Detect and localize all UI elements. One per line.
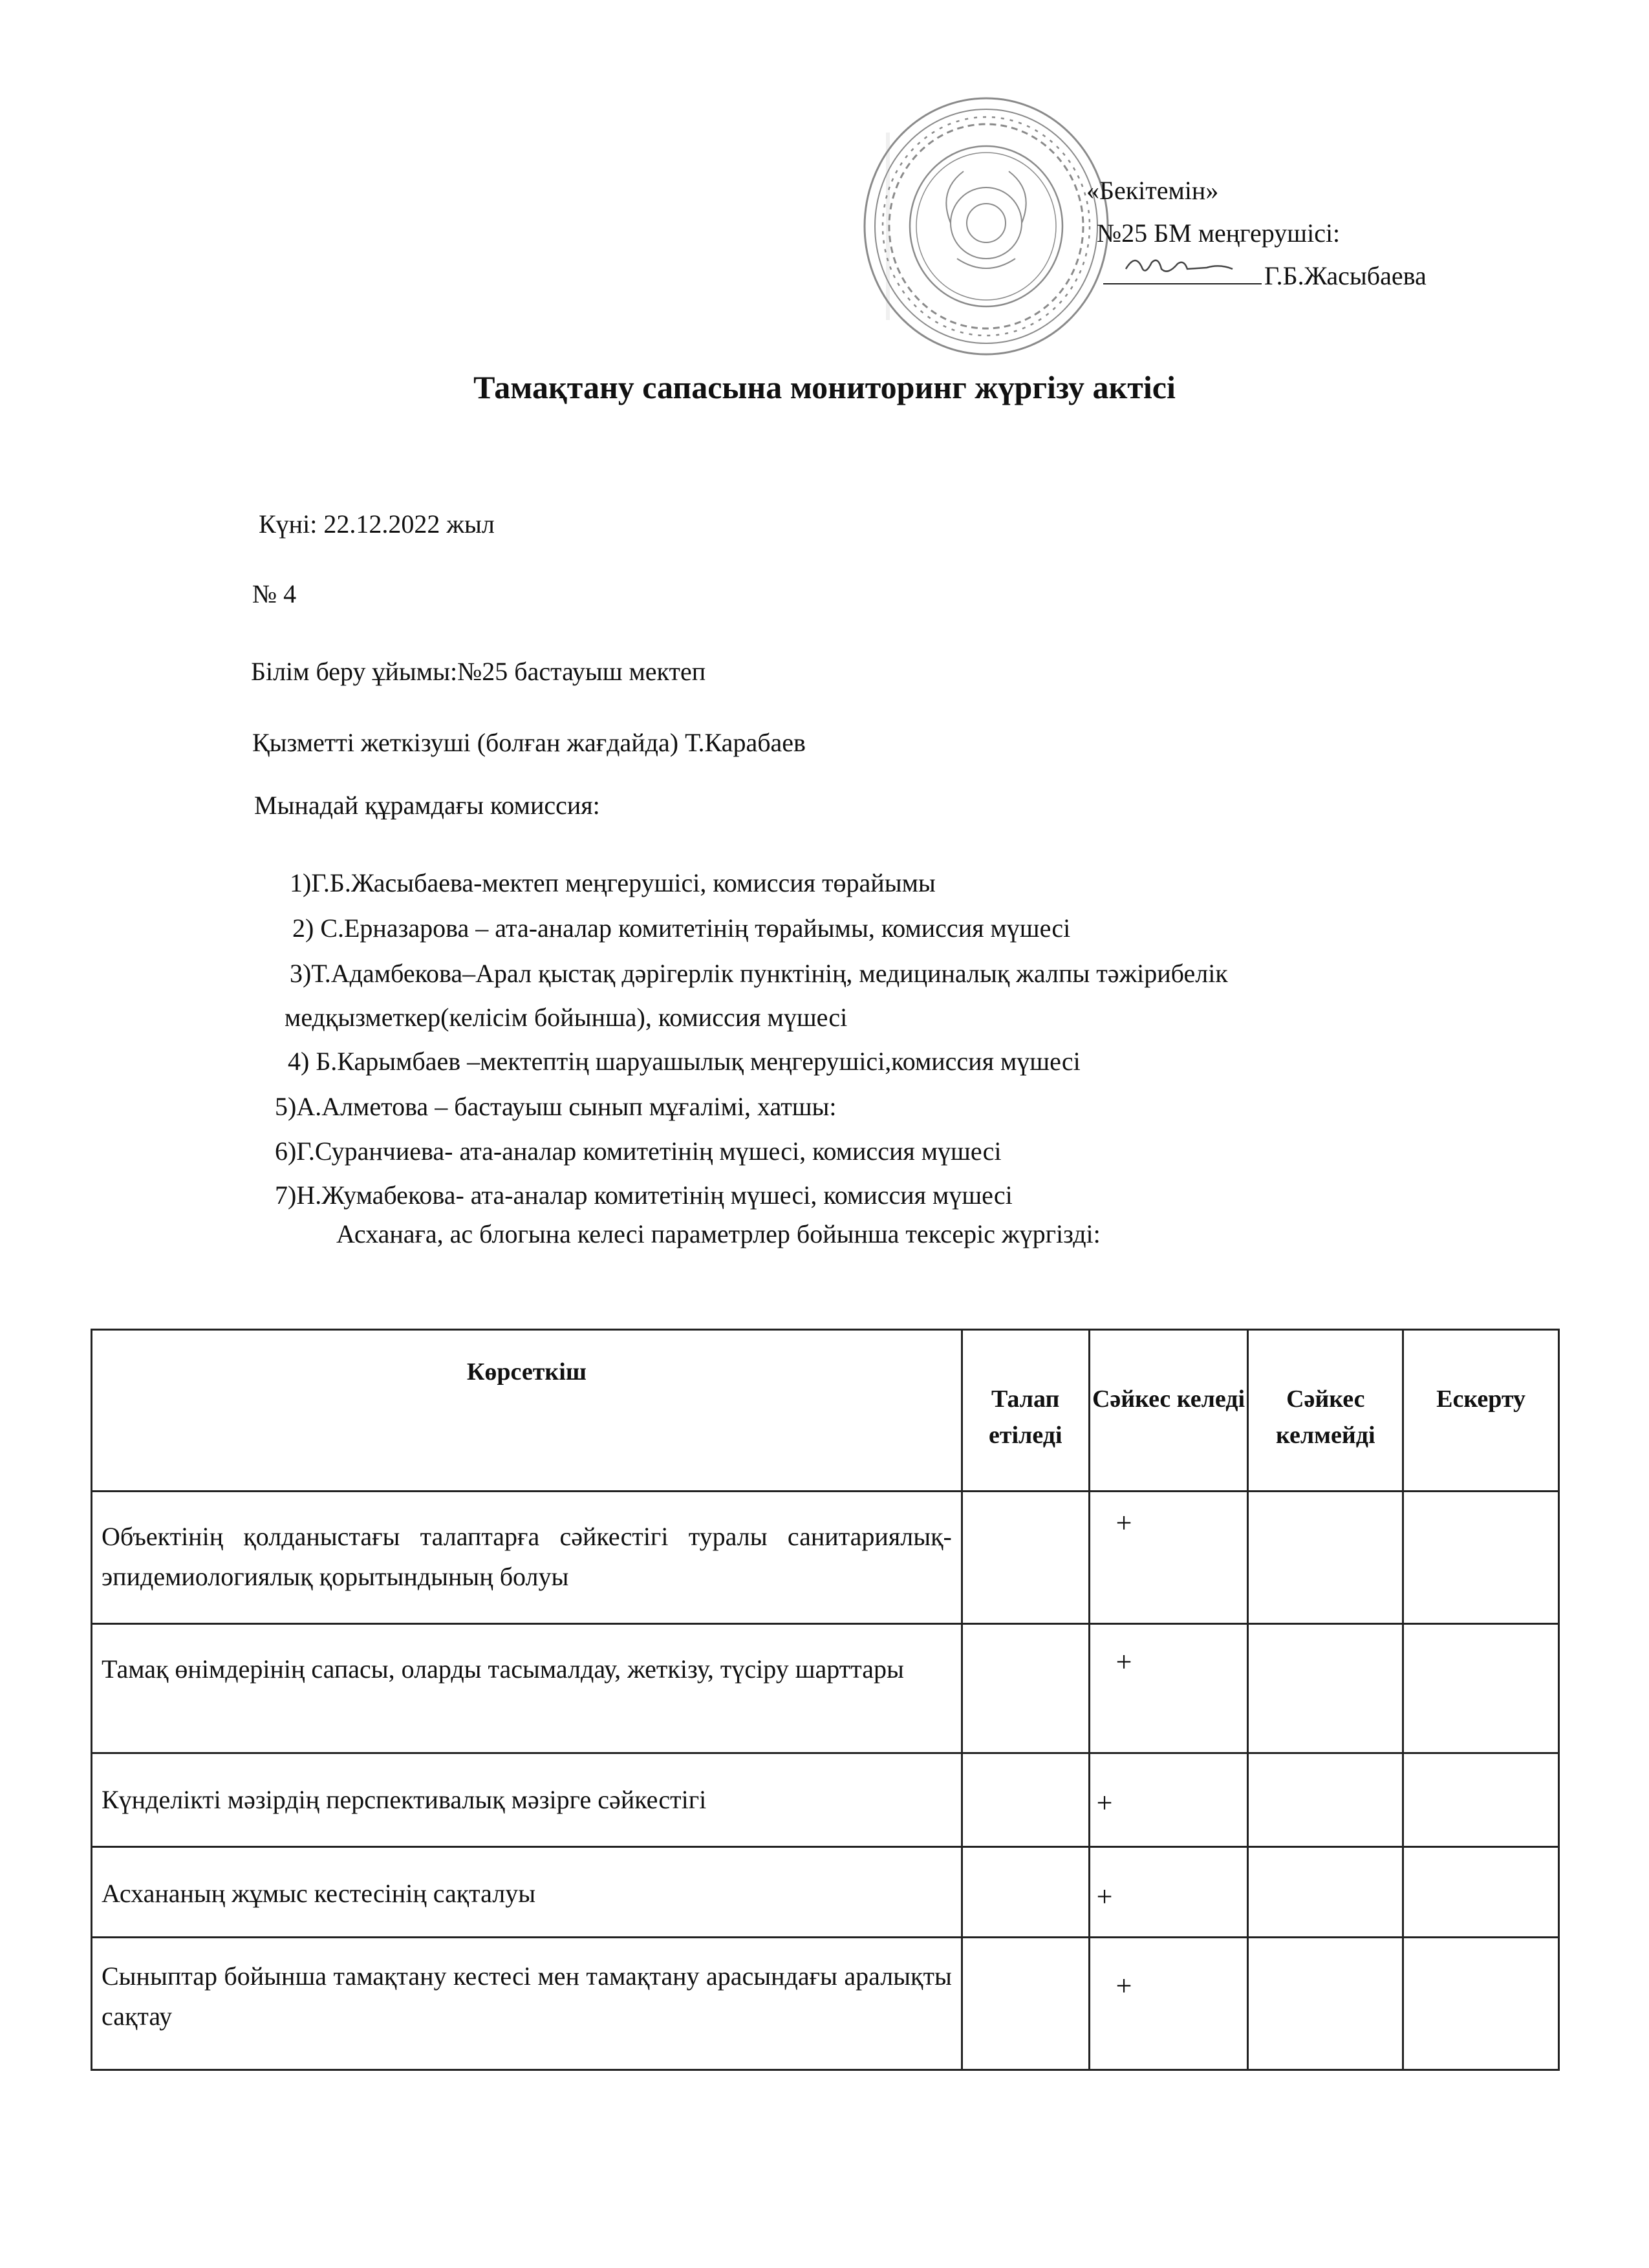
table-row bbox=[92, 1492, 1559, 1624]
compliant-cell: + bbox=[1089, 1847, 1248, 1938]
header-indicator: Көрсеткіш bbox=[92, 1330, 962, 1492]
member-item: 6)Г.Суранчиева- ата-аналар комитетінің мүшесі, комиссия мүшесі bbox=[275, 1137, 1002, 1166]
approval-heading: «Бекітемін» bbox=[1086, 176, 1219, 205]
table-row bbox=[92, 1938, 1559, 2070]
table-header-row bbox=[92, 1330, 1559, 1492]
member-item: 5)А.Алметова – бастауыш сынып мұғалімі, хатшы: bbox=[275, 1092, 837, 1121]
indicator-cell: Асхананың жұмыс кестесінің сақталуы bbox=[92, 1847, 962, 1938]
member-item-continuation: медқызметкер(келісім бойынша), комиссия мүшесі bbox=[285, 1003, 848, 1032]
table-row bbox=[92, 1847, 1559, 1938]
noncompliant-cell bbox=[1248, 1492, 1403, 1624]
act-number: № 4 bbox=[252, 579, 297, 608]
handwritten-signature bbox=[1123, 250, 1252, 282]
required-cell bbox=[962, 1847, 1089, 1938]
note-cell bbox=[1403, 1847, 1559, 1938]
indicator-cell: Объектінің қолданыстағы талаптарға сәйкестігі туралы санитариялық-эпидемиологиялық қорытындының болуы bbox=[92, 1492, 962, 1624]
compliant-cell: + bbox=[1089, 1753, 1248, 1847]
member-item: 7)Н.Жумабекова- ата-аналар комитетінің мүшесі, комиссия мүшесі bbox=[275, 1181, 1013, 1210]
header-note: Ескерту bbox=[1403, 1330, 1559, 1492]
compliant-cell: + bbox=[1089, 1624, 1248, 1753]
noncompliant-cell bbox=[1248, 1753, 1403, 1847]
document-title: Тамақтану сапасына мониторинг жүргізу актісі bbox=[473, 369, 1176, 405]
signature-field bbox=[1103, 264, 1262, 284]
table-row bbox=[92, 1753, 1559, 1847]
organization-line: Білім беру ұйымы:№25 бастауыш мектеп bbox=[251, 657, 706, 686]
header-noncompliant: Сәйкес келмейді bbox=[1248, 1330, 1403, 1492]
approval-position: №25 БМ меңгерушісі: bbox=[1097, 219, 1341, 248]
commission-intro: Мынадай құрамдағы комиссия: bbox=[254, 791, 600, 820]
inspection-intro: Асханаға, ас блогына келесі параметрлер бойынша тексеріс жүргізді: bbox=[336, 1219, 1101, 1248]
required-cell bbox=[962, 1624, 1089, 1753]
required-cell bbox=[962, 1938, 1089, 2070]
official-seal bbox=[860, 94, 1112, 359]
member-item: 1)Г.Б.Жасыбаева-мектеп меңгерушісі, комиссия төрайымы bbox=[290, 868, 936, 897]
member-item: 4) Б.Карымбаев –мектептің шаруашылық меңгерушісі,комиссия мүшесі bbox=[288, 1047, 1081, 1076]
indicator-cell: Тамақ өнімдерінің сапасы, оларды тасымалдау, жеткізу, түсіру шарттары bbox=[92, 1624, 962, 1753]
noncompliant-cell bbox=[1248, 1624, 1403, 1753]
compliant-cell: + bbox=[1089, 1492, 1248, 1624]
compliant-cell: + bbox=[1089, 1938, 1248, 2070]
note-cell bbox=[1403, 1492, 1559, 1624]
table-row bbox=[92, 1624, 1559, 1753]
header-compliant: Сәйкес келеді bbox=[1089, 1330, 1248, 1492]
approval-signature-line bbox=[1103, 255, 1427, 297]
note-cell bbox=[1403, 1753, 1559, 1847]
note-cell bbox=[1403, 1624, 1559, 1753]
date-line: Күні: 22.12.2022 жыл bbox=[259, 509, 495, 539]
inspection-table bbox=[91, 1329, 1560, 2071]
member-item: 2) С.Ерназарова – ата-аналар комитетінің төрайымы, комиссия мүшесі bbox=[292, 914, 1071, 943]
member-item: 3)Т.Адамбекова–Арал қыстақ дәрігерлік пунктінің, медициналық жалпы тәжірибелік bbox=[290, 959, 1228, 988]
approver-name: Г.Б.Жасыбаева bbox=[1264, 261, 1427, 290]
supplier-line: Қызметті жеткізуші (болған жағдайда) Т.Карабаев bbox=[252, 728, 806, 757]
note-cell bbox=[1403, 1938, 1559, 2070]
required-cell bbox=[962, 1492, 1089, 1624]
indicator-cell: Сыныптар бойынша тамақтану кестесі мен тамақтану арасындағы аралықты сақтау bbox=[92, 1938, 962, 2070]
indicator-cell: Күнделікті мәзірдің перспективалық мәзірге сәйкестігі bbox=[92, 1753, 962, 1847]
noncompliant-cell bbox=[1248, 1938, 1403, 2070]
required-cell bbox=[962, 1753, 1089, 1847]
header-required: Талап етіледі bbox=[962, 1330, 1089, 1492]
noncompliant-cell bbox=[1248, 1847, 1403, 1938]
